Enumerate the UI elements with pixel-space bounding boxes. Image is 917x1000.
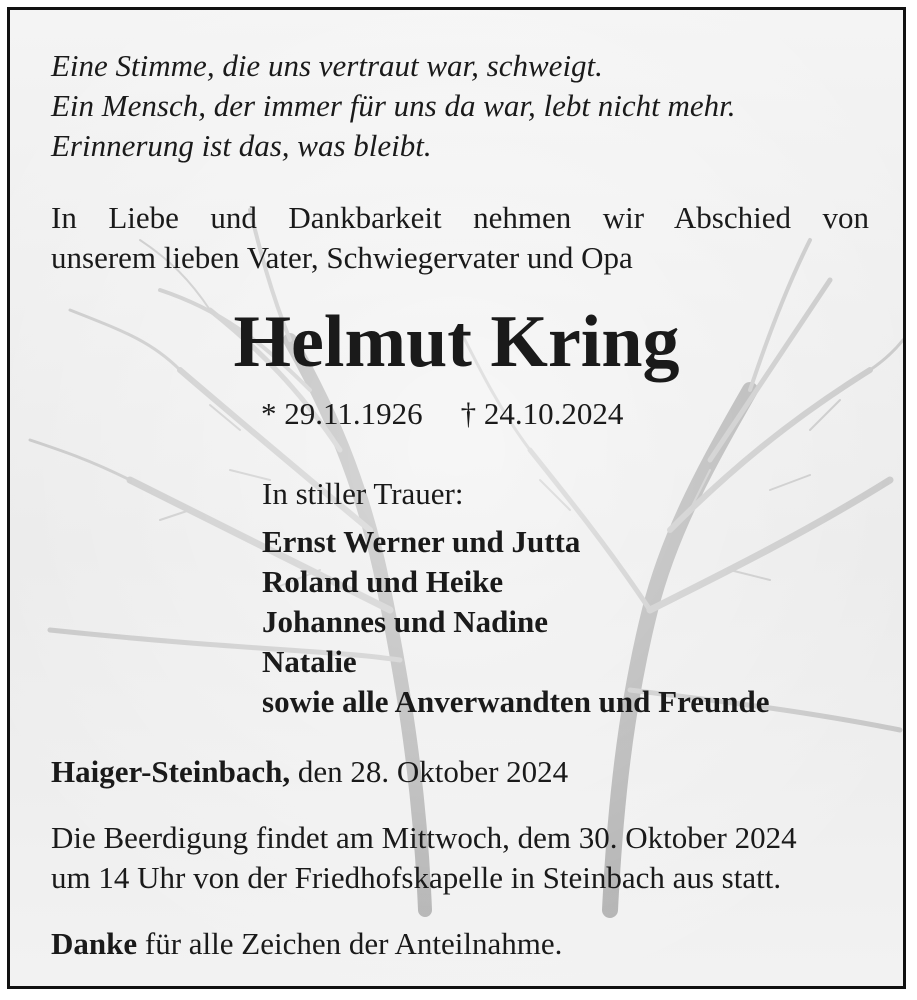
- poem-line-1: Eine Stimme, die uns vertraut war, schweigt.: [51, 48, 603, 83]
- mourner-name: Johannes und Nadine: [262, 604, 549, 639]
- thanks-rest: für alle Zeichen der Anteilnahme.: [137, 926, 563, 961]
- poem-line-2: Ein Mensch, der immer für uns da war, lebt nicht mehr.: [51, 88, 736, 123]
- place: Haiger-Steinbach,: [51, 754, 291, 789]
- intro-line-1: In Liebe und Dankbarkeit nehmen wir Abschied von: [51, 200, 869, 235]
- mourners-heading: In stiller Trauer:: [262, 476, 464, 511]
- intro-line-2: unserem lieben Vater, Schwiegervater und Opa: [51, 240, 633, 275]
- poem-line-3: Erinnerung ist das, was bleibt.: [51, 128, 432, 163]
- deceased-name: Helmut Kring: [233, 301, 680, 383]
- birth-date: * 29.11.1926: [261, 396, 423, 431]
- thanks-line: [51, 926, 562, 962]
- funeral-line-1: Die Beerdigung findet am Mittwoch, dem 30. Oktober 2024: [51, 820, 797, 855]
- funeral-line-2: um 14 Uhr von der Friedhofskapelle in Steinbach aus statt.: [51, 860, 782, 895]
- life-dates: [261, 396, 623, 432]
- obituary-notice: [7, 7, 906, 989]
- notice-content: [10, 10, 903, 986]
- mourner-name: Natalie: [262, 644, 357, 679]
- date: den 28. Oktober 2024: [290, 754, 569, 789]
- death-date: † 24.10.2024: [460, 396, 624, 431]
- thanks-bold: Danke: [51, 926, 138, 961]
- mourner-name: sowie alle Anverwandten und Freunde: [262, 684, 770, 719]
- mourner-name: Ernst Werner und Jutta: [262, 524, 581, 559]
- mourner-name: Roland und Heike: [262, 564, 504, 599]
- place-date-line: [51, 754, 568, 790]
